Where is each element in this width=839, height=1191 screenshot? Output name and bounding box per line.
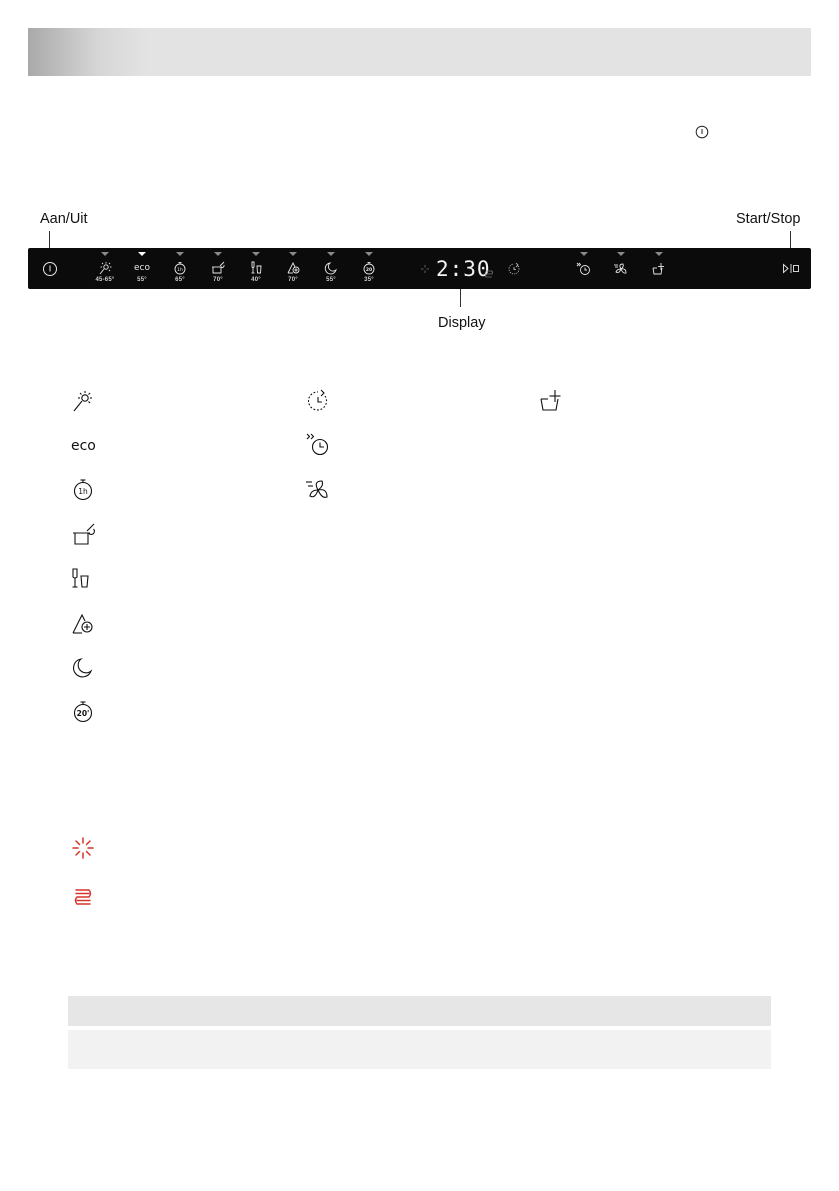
program-temperature: 65° bbox=[175, 277, 185, 283]
program-20min[interactable] bbox=[354, 248, 384, 289]
program-temperature: 55° bbox=[326, 277, 336, 283]
option-extra[interactable] bbox=[644, 248, 674, 289]
20min-stopwatch-icon bbox=[70, 699, 96, 725]
table-header bbox=[68, 996, 771, 1026]
svg-text:20: 20 bbox=[365, 268, 373, 273]
fan-dry-icon bbox=[305, 477, 331, 503]
program-1h[interactable] bbox=[165, 248, 195, 289]
display-callout-line bbox=[460, 289, 461, 307]
program-eco[interactable] bbox=[127, 248, 157, 289]
power-callout-label: Aan/Uit bbox=[40, 211, 88, 227]
intensive-icon bbox=[70, 388, 96, 414]
program-temperature: 70° bbox=[213, 277, 223, 283]
delay-timer-indicator-icon bbox=[507, 262, 521, 276]
start-stop-button[interactable] bbox=[782, 263, 800, 274]
program-temperature: 35° bbox=[364, 277, 374, 283]
svg-text:1h: 1h bbox=[78, 487, 88, 496]
eco-text-icon: eco bbox=[71, 438, 96, 454]
pot-icon bbox=[70, 522, 96, 548]
program-indicator-active bbox=[138, 252, 146, 256]
delay-timer-icon bbox=[305, 388, 331, 414]
1h-stopwatch-icon bbox=[172, 261, 188, 275]
svg-text:1h: 1h bbox=[177, 268, 183, 273]
program-indicator bbox=[101, 252, 109, 256]
rinse-aid-icon bbox=[70, 835, 96, 861]
display-callout-label: Display bbox=[438, 315, 486, 331]
glasses-icon bbox=[70, 566, 96, 592]
program-pot[interactable] bbox=[203, 248, 233, 289]
1h-stopwatch-icon bbox=[70, 477, 96, 503]
power-button[interactable] bbox=[42, 261, 58, 277]
program-temperature: 55° bbox=[137, 277, 147, 283]
display-time: 2:30 bbox=[436, 257, 491, 281]
hygiene-icon bbox=[285, 261, 301, 275]
rinse-aid-indicator-icon bbox=[420, 264, 430, 274]
program-temperature: 45-65° bbox=[95, 277, 115, 283]
control-panel bbox=[28, 248, 811, 289]
option-indicator bbox=[655, 252, 663, 256]
program-indicator bbox=[365, 252, 373, 256]
program-indicator bbox=[176, 252, 184, 256]
hygiene-icon bbox=[70, 611, 96, 637]
start-stop-callout-label: Start/Stop bbox=[736, 211, 801, 227]
svg-text:20': 20' bbox=[76, 709, 90, 718]
program-indicator bbox=[289, 252, 297, 256]
program-indicator bbox=[327, 252, 335, 256]
program-indicator bbox=[252, 252, 260, 256]
glasses-icon bbox=[248, 261, 264, 275]
program-glasses[interactable] bbox=[241, 248, 271, 289]
night-moon-icon bbox=[323, 261, 339, 275]
program-indicator bbox=[214, 252, 222, 256]
program-hygiene[interactable] bbox=[278, 248, 308, 289]
program-night[interactable] bbox=[316, 248, 346, 289]
power-callout-line bbox=[49, 231, 50, 248]
extra-rinse-basket-icon bbox=[651, 262, 667, 276]
header-band bbox=[28, 28, 811, 76]
option-indicator bbox=[617, 252, 625, 256]
intensive-icon bbox=[97, 261, 113, 275]
eco-text-icon: eco bbox=[134, 263, 150, 273]
option-indicator bbox=[580, 252, 588, 256]
extra-rinse-basket-icon bbox=[538, 388, 564, 414]
20min-stopwatch-icon bbox=[361, 261, 377, 275]
salt-icon bbox=[70, 884, 96, 910]
fast-forward-clock-icon bbox=[305, 432, 331, 458]
start-stop-callout-line bbox=[790, 231, 791, 248]
fan-dry-icon bbox=[613, 262, 629, 276]
program-temperature: 40° bbox=[251, 277, 261, 283]
power-icon bbox=[695, 125, 709, 139]
night-moon-icon bbox=[70, 655, 96, 681]
option-dry[interactable] bbox=[606, 248, 636, 289]
pot-icon bbox=[210, 261, 226, 275]
fast-forward-clock-icon bbox=[576, 262, 592, 276]
program-intensive[interactable] bbox=[90, 248, 120, 289]
option-fast[interactable] bbox=[569, 248, 599, 289]
program-temperature: 70° bbox=[288, 277, 298, 283]
table-row bbox=[68, 1030, 771, 1069]
salt-indicator-icon bbox=[484, 270, 494, 278]
